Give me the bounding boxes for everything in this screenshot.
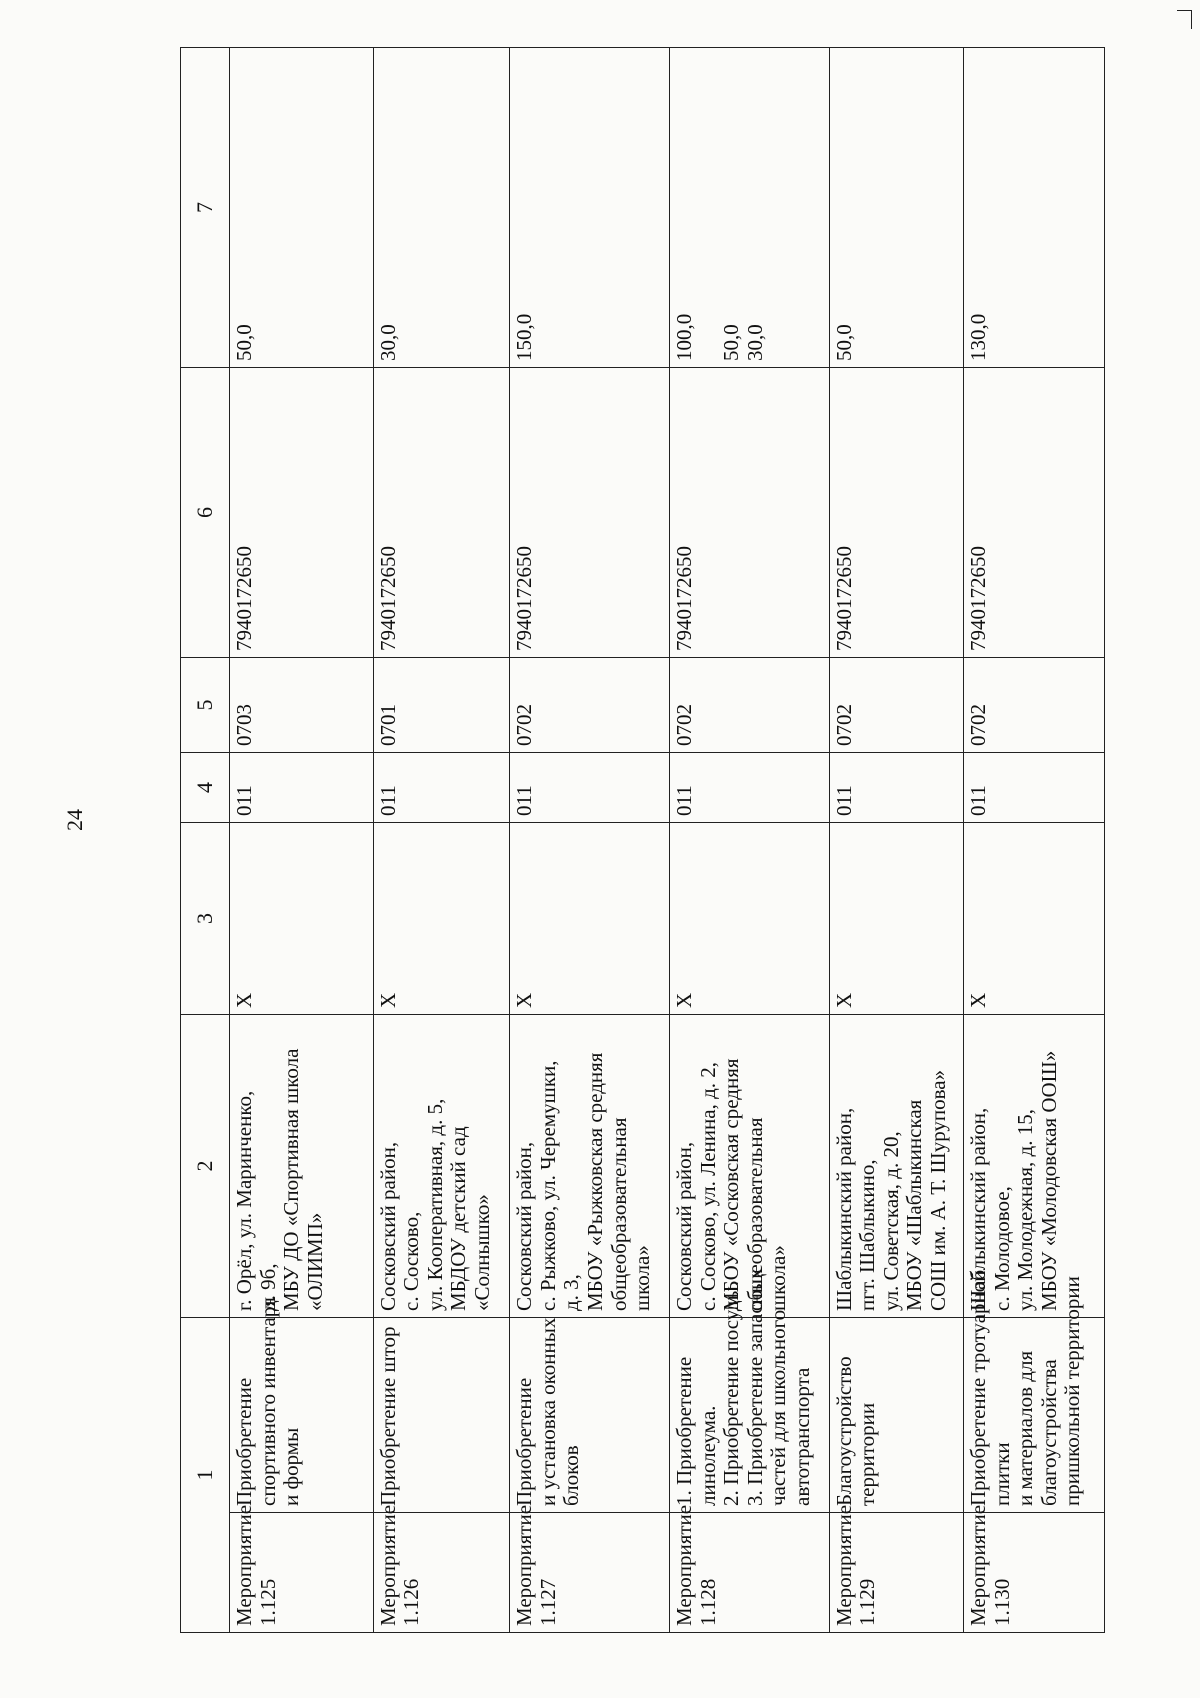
col7-cell-line: 50,0 xyxy=(719,324,744,361)
col6-cell: 7940172650 xyxy=(964,368,1105,658)
address-cell-line: школа» xyxy=(766,1245,791,1311)
address-cell-line: Сосковский район, xyxy=(375,1141,400,1311)
address-cell-line: ул. Советская, д. 20, xyxy=(878,1131,903,1311)
col7-cell-line: 50,0 xyxy=(232,324,256,361)
table-row xyxy=(964,48,1105,1633)
table-row xyxy=(230,48,374,1633)
col3-cell: Х xyxy=(964,823,1105,1015)
header-col-5: 5 xyxy=(181,658,230,753)
description-cell xyxy=(230,1297,374,1513)
table-row xyxy=(373,48,510,1633)
address-cell-line: с. Сосково, xyxy=(399,1211,424,1311)
address-cell-line: МБДОУ детский сад xyxy=(446,1126,471,1311)
description-cell-line: Приобретение тротуарной xyxy=(966,1270,991,1506)
col5-cell: 0702 xyxy=(829,658,963,753)
header-col-1: 1 xyxy=(181,1318,230,1633)
event-cell: Мероприятие 1.125 xyxy=(230,1513,374,1633)
description-cell-line: территории xyxy=(855,1402,880,1506)
table-row xyxy=(670,48,830,1633)
description-cell-line: плитки xyxy=(989,1442,1014,1506)
description-cell-line: Приобретение xyxy=(512,1377,537,1506)
address-cell xyxy=(670,1015,830,1318)
col7-cell-line xyxy=(697,54,721,361)
description-cell-line: благоустройства xyxy=(1036,1359,1061,1506)
description-cell-line: 1. Приобретение xyxy=(672,1356,697,1506)
description-cell-line: линолеума. xyxy=(695,1405,720,1506)
address-cell-line: МБОУ «Сосковская средняя xyxy=(719,1058,744,1311)
address-cell-line: СОШ им. А. Т. Шурупова» xyxy=(925,1069,950,1311)
description-cell-line: спортивного инвентаря xyxy=(255,1297,280,1506)
col7-cell xyxy=(510,48,670,368)
col5-cell: 0702 xyxy=(670,658,830,753)
description-cell-line: 3. Приобретение запасных xyxy=(742,1268,767,1506)
address-cell-line: с. Сосково, ул. Ленина, д. 2, xyxy=(695,1061,720,1311)
address-cell-line: Шаблыкинский район, xyxy=(966,1107,991,1311)
event-cell: Мероприятие 1.128 xyxy=(670,1513,830,1633)
address-cell-line: МБОУ «Шаблыкинская xyxy=(902,1099,927,1311)
event-cell: Мероприятие 1.127 xyxy=(510,1513,670,1633)
col7-cell xyxy=(829,48,963,368)
address-cell xyxy=(829,1015,963,1318)
description-cell-line: пришкольной территории xyxy=(1060,1276,1085,1506)
description-cell-line: Приобретение xyxy=(232,1377,256,1506)
description-cell xyxy=(829,1318,963,1513)
description-cell-line: и установка оконных xyxy=(535,1317,560,1506)
table-row xyxy=(829,48,963,1633)
col4-cell: 011 xyxy=(829,753,963,823)
address-cell xyxy=(373,1015,510,1318)
event-cell: Мероприятие 1.129 xyxy=(829,1513,963,1633)
col7-cell-line: 100,0 xyxy=(672,313,697,361)
col3-cell: Х xyxy=(829,823,963,1015)
description-cell xyxy=(373,1318,510,1513)
header-col-6: 6 xyxy=(181,368,230,658)
col4-cell: 011 xyxy=(230,753,374,823)
col5-cell: 0702 xyxy=(964,658,1105,753)
col7-cell-line: 50,0 xyxy=(831,324,856,361)
address-cell-line: МБОУ «Молодовская ООШ» xyxy=(1036,1050,1061,1311)
address-cell-line: «ОЛИМП» xyxy=(302,1212,327,1311)
col7-cell xyxy=(373,48,510,368)
description-cell-line: и материалов для xyxy=(1013,1350,1038,1506)
col6-cell: 7940172650 xyxy=(373,368,510,658)
rotated-table-wrapper xyxy=(180,48,1105,1633)
description-cell-line: 2. Приобретение посуды. xyxy=(719,1281,744,1506)
address-cell-line: Сосковский район, xyxy=(672,1141,697,1311)
address-cell-line: с. Молодовое, xyxy=(989,1186,1014,1311)
col5-cell: 0702 xyxy=(510,658,670,753)
header-row xyxy=(181,48,230,1633)
address-cell-line: пгт. Шаблыкино, xyxy=(855,1159,880,1311)
col7-cell-line: 130,0 xyxy=(966,313,991,361)
col4-cell: 011 xyxy=(373,753,510,823)
col7-cell-line: 150,0 xyxy=(512,313,537,361)
col6-cell: 7940172650 xyxy=(829,368,963,658)
col3-cell: Х xyxy=(373,823,510,1015)
address-cell-line: с. Рыжково, ул. Черемушки, xyxy=(535,1060,560,1311)
col4-cell: 011 xyxy=(670,753,830,823)
header-col-3: 3 xyxy=(181,823,230,1015)
col6-cell: 7940172650 xyxy=(510,368,670,658)
event-cell: Мероприятие 1.126 xyxy=(373,1513,510,1633)
address-cell xyxy=(510,1015,670,1318)
address-cell-line: общеобразовательная xyxy=(606,1117,631,1311)
col5-cell: 0701 xyxy=(373,658,510,753)
events-table xyxy=(180,47,1105,1633)
address-cell-line: ул. Молодежная, д. 15, xyxy=(1013,1109,1038,1311)
table-body xyxy=(230,48,1105,1633)
address-cell-line: ул. Кооперативная, д. 5, xyxy=(422,1098,447,1311)
corner-mark xyxy=(1177,10,1192,29)
col3-cell: Х xyxy=(510,823,670,1015)
description-cell xyxy=(964,1270,1105,1513)
address-cell-line: д. 9б, xyxy=(255,1263,280,1311)
description-cell-line: автотранспорта xyxy=(789,1367,814,1506)
page-number: 24 xyxy=(62,809,87,831)
col7-cell xyxy=(230,48,374,368)
col5-cell: 0703 xyxy=(230,658,374,753)
event-cell: Мероприятие 1.130 xyxy=(964,1513,1105,1633)
address-cell-line: г. Орёл, ул. Маринченко, xyxy=(232,1090,256,1311)
col6-cell: 7940172650 xyxy=(670,368,830,658)
address-cell-line: «Солнышко» xyxy=(469,1194,494,1311)
col4-cell: 011 xyxy=(510,753,670,823)
address-cell-line: д. 3, xyxy=(559,1274,584,1311)
col3-cell: Х xyxy=(670,823,830,1015)
description-cell-line: и формы xyxy=(279,1427,304,1506)
address-cell-line: общеобразовательная xyxy=(742,1117,767,1311)
col3-cell: Х xyxy=(230,823,374,1015)
header-col-4: 4 xyxy=(181,753,230,823)
description-cell-line: Благоустройство xyxy=(831,1356,856,1506)
col6-cell: 7940172650 xyxy=(230,368,374,658)
description-cell-line: Приобретение штор xyxy=(375,1326,400,1506)
description-cell xyxy=(510,1318,670,1513)
col7-cell-line: 30,0 xyxy=(742,324,767,361)
description-cell-line: блоков xyxy=(559,1445,584,1506)
table-row xyxy=(510,48,670,1633)
address-cell-line: МБОУ «Рыжковская средняя xyxy=(583,1052,607,1311)
header-col-2: 2 xyxy=(181,1015,230,1318)
col7-cell xyxy=(964,48,1105,368)
address-cell-line: Шаблыкинский район, xyxy=(831,1107,856,1311)
address-cell-line: МБУ ДО «Спортивная школа xyxy=(279,1048,304,1311)
col7-cell-line: 30,0 xyxy=(375,324,400,361)
address-cell-line: школа» xyxy=(630,1245,655,1311)
description-cell-line: частей для школьного xyxy=(766,1309,791,1506)
address-cell-line: Сосковский район, xyxy=(512,1141,537,1311)
col4-cell: 011 xyxy=(964,753,1105,823)
header-col-7: 7 xyxy=(181,48,230,368)
address-cell xyxy=(230,1015,374,1318)
col7-cell xyxy=(670,48,830,368)
address-cell xyxy=(964,1015,1105,1318)
